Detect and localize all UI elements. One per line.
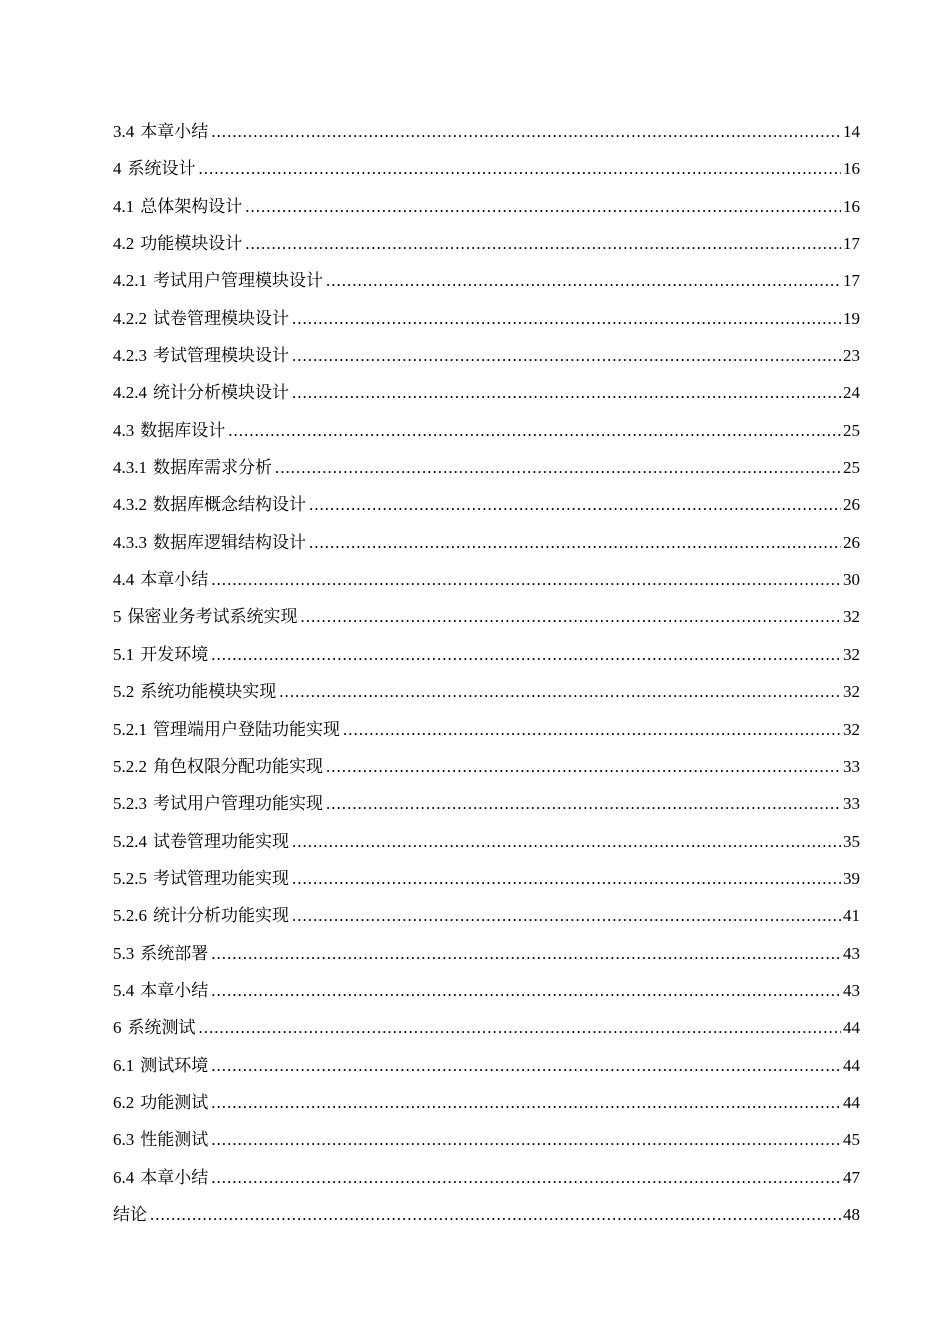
- toc-entry-number: 5.2.4: [113, 831, 147, 851]
- toc-entry-title: 本章小结: [140, 122, 209, 141]
- toc-entry-page-number: 17: [843, 234, 860, 254]
- toc-entry-number: 5.2.2: [113, 756, 147, 776]
- toc-entry-number: 6.3: [113, 1130, 135, 1150]
- toc-dot-leader: [211, 1091, 841, 1115]
- toc-dot-leader: [292, 344, 841, 368]
- toc-entry-number: 4.2.3: [113, 346, 147, 366]
- toc-entry-number: 5.3: [113, 943, 135, 963]
- toc-entry[interactable]: [113, 1054, 860, 1091]
- toc-entry-page-number: 47: [843, 1167, 860, 1187]
- toc-entry[interactable]: [113, 269, 860, 306]
- toc-entry-page-number: 24: [843, 383, 860, 403]
- toc-dot-leader: [292, 830, 841, 854]
- toc-entry-page-number: 17: [843, 271, 860, 291]
- toc-entry-title: 系统部署: [140, 943, 209, 963]
- toc-entry[interactable]: [113, 1203, 860, 1240]
- toc-entry[interactable]: [113, 568, 860, 605]
- toc-entry-page-number: 32: [843, 719, 860, 739]
- toc-entry-title: 数据库逻辑结构设计: [153, 532, 306, 552]
- toc-entry[interactable]: [113, 755, 860, 792]
- table-of-contents: [113, 120, 860, 1240]
- toc-entry-title: 数据库设计: [140, 420, 226, 440]
- toc-entry-number: 6.1: [113, 1055, 135, 1075]
- toc-entry-title: 本章小结: [140, 980, 209, 1000]
- toc-dot-leader: [211, 1128, 841, 1152]
- toc-entry-title: 管理端用户登陆功能实现: [153, 719, 340, 739]
- toc-dot-leader: [211, 1054, 841, 1078]
- toc-dot-leader: [326, 792, 841, 816]
- toc-entry[interactable]: [113, 232, 860, 269]
- toc-entry-number: 6: [113, 1018, 122, 1038]
- toc-entry-title: 系统测试: [127, 1018, 196, 1038]
- toc-entry-number: 4.3: [113, 420, 135, 440]
- toc-entry-number: 6.4: [113, 1167, 135, 1187]
- toc-entry-page-number: 43: [843, 943, 860, 963]
- toc-entry-number: 5.2.6: [113, 906, 147, 926]
- toc-entry-title: 测试环境: [140, 1055, 209, 1075]
- toc-entry-title: 考试管理模块设计: [153, 346, 289, 366]
- toc-entry-title: 本章小结: [140, 570, 209, 590]
- toc-entry-title: 结论: [113, 1204, 147, 1224]
- toc-dot-leader: [279, 680, 841, 704]
- toc-entry-title: 试卷管理功能实现: [153, 831, 289, 851]
- toc-entry[interactable]: [113, 792, 860, 829]
- toc-entry-number: 4.1: [113, 196, 135, 216]
- toc-dot-leader: [292, 904, 841, 928]
- toc-entry-page-number: 26: [843, 532, 860, 552]
- toc-entry[interactable]: [113, 979, 860, 1016]
- toc-entry-title: 系统设计: [127, 159, 196, 179]
- toc-entry-number: 5.1: [113, 644, 135, 664]
- toc-dot-leader: [211, 1166, 841, 1190]
- toc-entry-number: 4.3.3: [113, 532, 147, 552]
- toc-entry-number: 5.2.1: [113, 719, 147, 739]
- toc-entry[interactable]: [113, 680, 860, 717]
- toc-entry-page-number: 33: [843, 794, 860, 814]
- toc-entry-number: 5.2.3: [113, 794, 147, 814]
- toc-dot-leader: [309, 493, 841, 517]
- toc-entry-title: 试卷管理模块设计: [153, 308, 289, 328]
- toc-entry[interactable]: [113, 1016, 860, 1053]
- toc-entry-page-number: 43: [843, 980, 860, 1000]
- toc-entry-page-number: 23: [843, 346, 860, 366]
- toc-dot-leader: [275, 456, 841, 480]
- toc-dot-leader: [292, 867, 841, 891]
- toc-entry[interactable]: [113, 195, 860, 232]
- toc-entry-page-number: 25: [843, 458, 860, 478]
- toc-entry-number: 4.2.1: [113, 271, 147, 291]
- toc-entry[interactable]: [113, 1128, 860, 1165]
- toc-entry-title: 统计分析模块设计: [153, 383, 289, 403]
- toc-entry-number: 4.4: [113, 570, 135, 590]
- toc-entry[interactable]: [113, 456, 860, 493]
- toc-entry-page-number: 41: [843, 906, 860, 926]
- toc-entry-title: 总体架构设计: [140, 196, 243, 216]
- toc-entry-title: 功能测试: [140, 1092, 209, 1112]
- toc-entry[interactable]: [113, 830, 860, 867]
- toc-entry-page-number: 14: [843, 122, 860, 141]
- toc-entry-page-number: 19: [843, 308, 860, 328]
- toc-dot-leader: [326, 269, 841, 293]
- toc-entry-page-number: 48: [843, 1204, 860, 1224]
- toc-dot-leader: [228, 419, 841, 443]
- toc-entry-title: 考试管理功能实现: [153, 868, 289, 888]
- toc-entry-number: 5.2: [113, 682, 135, 702]
- toc-entry[interactable]: [113, 904, 860, 941]
- toc-dot-leader: [245, 232, 841, 256]
- toc-dot-leader: [199, 1016, 842, 1040]
- toc-entry-title: 统计分析功能实现: [153, 906, 289, 926]
- toc-entry-page-number: 32: [843, 682, 860, 702]
- toc-dot-leader: [245, 195, 841, 219]
- toc-entry-page-number: 32: [843, 607, 860, 627]
- toc-dot-leader: [343, 718, 841, 742]
- toc-entry-number: 5.2.5: [113, 868, 147, 888]
- toc-entry-number: 4.2.2: [113, 308, 147, 328]
- toc-entry-number: 3.4: [113, 122, 135, 141]
- toc-entry-title: 开发环境: [140, 644, 209, 664]
- toc-dot-leader: [211, 942, 841, 966]
- toc-entry-page-number: 16: [843, 159, 860, 179]
- toc-dot-leader: [292, 381, 841, 405]
- toc-entry[interactable]: [113, 718, 860, 755]
- toc-dot-leader: [326, 755, 841, 779]
- toc-entry-title: 功能模块设计: [140, 234, 243, 254]
- toc-dot-leader: [292, 307, 841, 331]
- toc-entry-number: 4.2.4: [113, 383, 147, 403]
- toc-dot-leader: [211, 568, 841, 592]
- toc-entry-title: 保密业务考试系统实现: [127, 607, 298, 627]
- toc-entry-page-number: 26: [843, 495, 860, 515]
- toc-entry-page-number: 25: [843, 420, 860, 440]
- toc-entry-page-number: 44: [843, 1018, 860, 1038]
- toc-entry[interactable]: [113, 157, 860, 194]
- toc-entry-page-number: 33: [843, 756, 860, 776]
- toc-dot-leader: [211, 120, 841, 144]
- toc-entry[interactable]: [113, 867, 860, 904]
- toc-entry-page-number: 35: [843, 831, 860, 851]
- toc-entry-page-number: 30: [843, 570, 860, 590]
- toc-entry[interactable]: [113, 419, 860, 456]
- toc-entry[interactable]: [113, 307, 860, 344]
- toc-entry-number: 6.2: [113, 1092, 135, 1112]
- toc-entry-page-number: 39: [843, 868, 860, 888]
- toc-entry-title: 考试用户管理模块设计: [153, 271, 323, 291]
- toc-entry-number: 5: [113, 607, 122, 627]
- toc-dot-leader: [211, 979, 841, 1003]
- toc-entry-title: 系统功能模块实现: [140, 682, 277, 702]
- toc-entry-title: 性能测试: [140, 1130, 209, 1150]
- toc-entry-number: 4: [113, 159, 122, 179]
- toc-entry-number: 4.3.2: [113, 495, 147, 515]
- toc-dot-leader: [211, 643, 841, 667]
- toc-entry-title: 本章小结: [140, 1167, 209, 1187]
- toc-entry-number: 4.2: [113, 234, 135, 254]
- toc-dot-leader: [301, 605, 842, 629]
- toc-dot-leader: [150, 1203, 841, 1227]
- toc-entry[interactable]: [113, 643, 860, 680]
- toc-entry-page-number: 44: [843, 1092, 860, 1112]
- toc-entry-number: 5.4: [113, 980, 135, 1000]
- toc-entry-page-number: 32: [843, 644, 860, 664]
- toc-entry-title: 角色权限分配功能实现: [153, 756, 323, 776]
- toc-dot-leader: [199, 157, 842, 181]
- toc-entry[interactable]: [113, 344, 860, 381]
- toc-entry-title: 数据库需求分析: [153, 458, 272, 478]
- toc-entry-page-number: 45: [843, 1130, 860, 1150]
- toc-entry[interactable]: [113, 381, 860, 418]
- toc-entry[interactable]: [113, 605, 860, 642]
- toc-entry[interactable]: [113, 531, 860, 568]
- toc-entry-page-number: 16: [843, 196, 860, 216]
- toc-entry[interactable]: [113, 120, 860, 157]
- toc-dot-leader: [309, 531, 841, 555]
- toc-entry[interactable]: [113, 1091, 860, 1128]
- toc-entry-page-number: 44: [843, 1055, 860, 1075]
- toc-entry-title: 考试用户管理功能实现: [153, 794, 323, 814]
- toc-entry[interactable]: [113, 942, 860, 979]
- toc-entry-title: 数据库概念结构设计: [153, 495, 306, 515]
- toc-entry[interactable]: [113, 493, 860, 530]
- toc-entry-number: 4.3.1: [113, 458, 147, 478]
- toc-entry[interactable]: [113, 1166, 860, 1203]
